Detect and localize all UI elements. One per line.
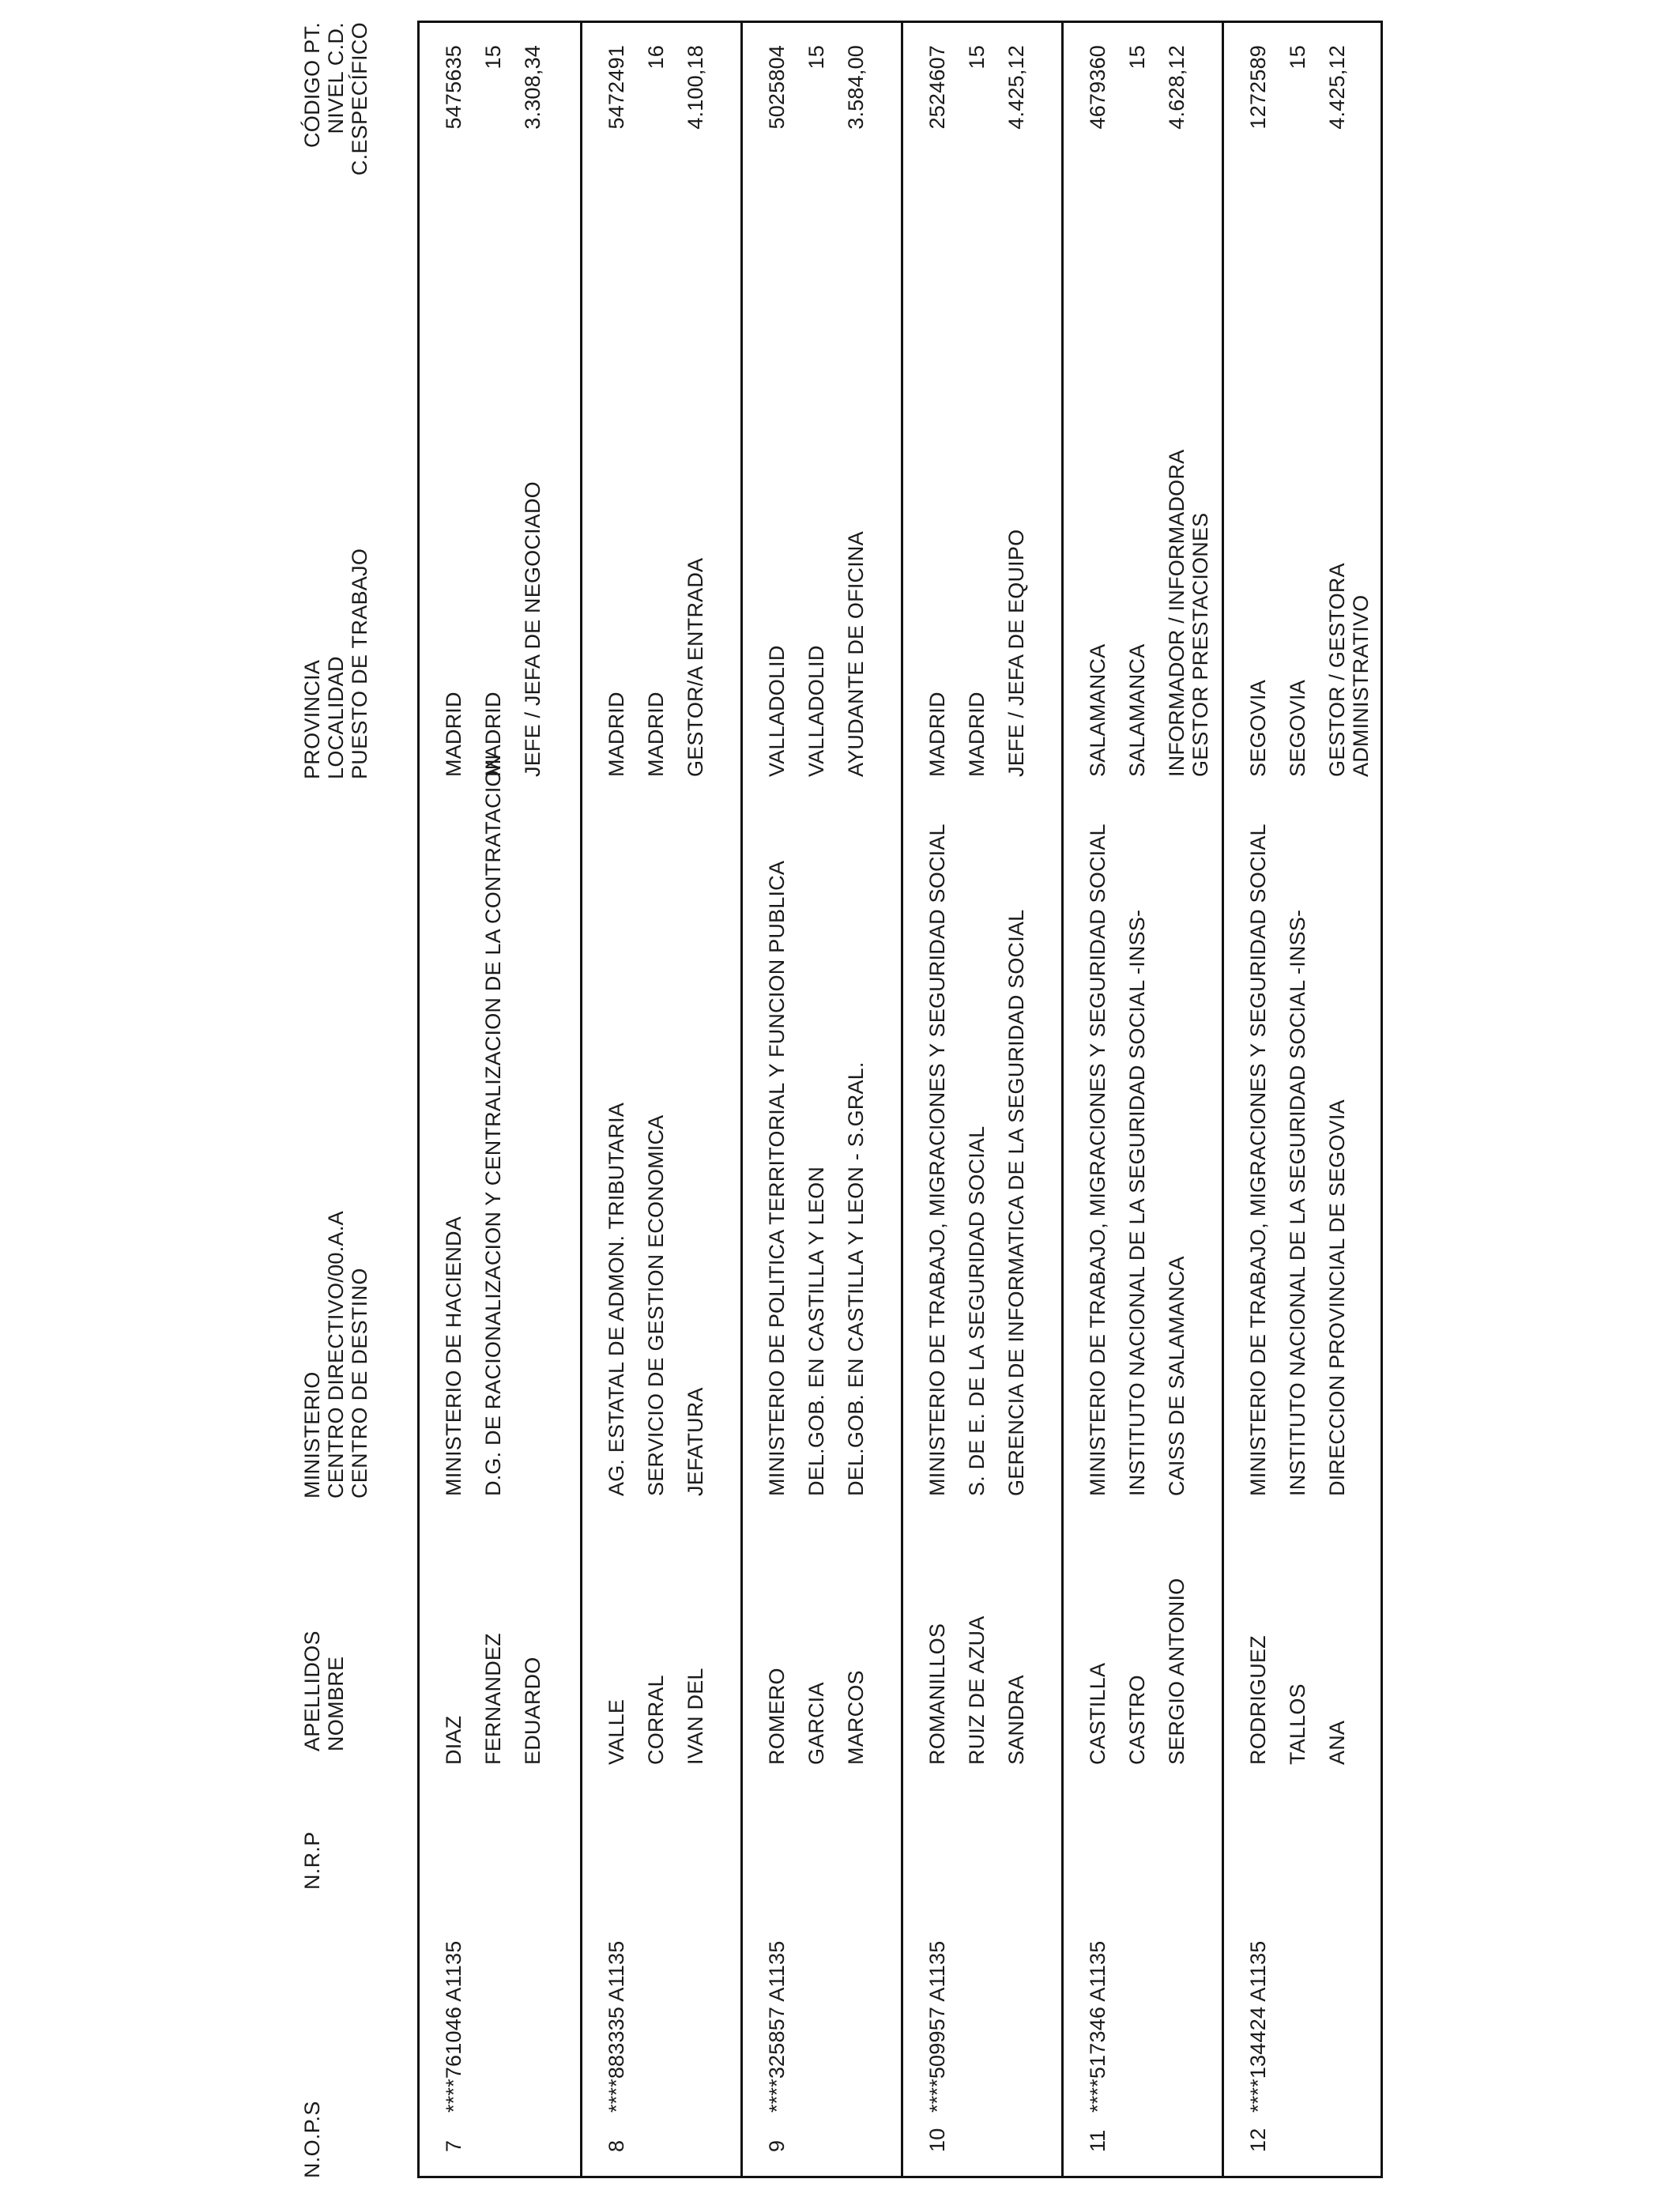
nivel-cell: 15 bbox=[1286, 45, 1309, 70]
header-nrp bbox=[300, 1831, 324, 1890]
header-nombre-line: NOMBRE bbox=[324, 1656, 348, 1751]
nombre-cell: ANA bbox=[1325, 1720, 1349, 1765]
apellido2-cell: RUIZ DE AZUA bbox=[965, 1615, 989, 1765]
ministerio-cell: MINISTERIO DE HACIENDA bbox=[442, 1216, 465, 1496]
provincia-cell: MADRID bbox=[605, 692, 628, 777]
nops-cell: 11 bbox=[1086, 2129, 1109, 2152]
centro-directivo-cell: INSTITUTO NACIONAL DE LA SEGURIDAD SOCIAL -INSS- bbox=[1125, 909, 1149, 1496]
centro-destino-cell: JEFATURA bbox=[684, 1387, 707, 1496]
nops-cell: 9 bbox=[765, 2139, 789, 2152]
table-row bbox=[901, 23, 1061, 2176]
ministerio-cell: MINISTERIO DE TRABAJO, MIGRACIONES Y SEGURIDAD SOCIAL bbox=[925, 824, 949, 1496]
codigo-cell: 1272589 bbox=[1246, 45, 1270, 130]
header-centro-directivo-line: CENTRO DIRECTIVO/00.A.A bbox=[324, 1211, 348, 1498]
centro-directivo-cell: SERVICIO DE GESTION ECONOMICA bbox=[644, 1114, 668, 1496]
header-apellidos bbox=[300, 1630, 348, 1751]
puesto-cell: INFORMADOR / INFORMADORA bbox=[1165, 449, 1188, 777]
nombre-cell: MARCOS bbox=[844, 1670, 868, 1765]
centro-destino-cell: DEL.GOB. EN CASTILLA Y LEON - S.GRAL. bbox=[844, 1061, 868, 1496]
nombre-cell: SANDRA bbox=[1004, 1675, 1028, 1765]
header-codigo bbox=[300, 22, 371, 175]
nivel-cell: 15 bbox=[804, 45, 828, 70]
header-nops bbox=[300, 2101, 324, 2178]
nivel-cell: 15 bbox=[481, 45, 505, 70]
codigo-cell: 5025804 bbox=[765, 45, 789, 130]
nops-cell: 12 bbox=[1246, 2128, 1270, 2152]
especifico-cell: 4.628,12 bbox=[1165, 45, 1188, 130]
localidad-cell: VALLADOLID bbox=[804, 645, 828, 777]
apellido1-cell: CASTILLA bbox=[1086, 1662, 1109, 1765]
centro-directivo-cell: DEL.GOB. EN CASTILLA Y LEON bbox=[804, 1166, 828, 1496]
header-nrp-label: N.R.P bbox=[300, 1831, 324, 1890]
nops-cell: 10 bbox=[925, 2128, 949, 2152]
puesto-cell: GESTOR/A ENTRADA bbox=[684, 557, 707, 777]
apellido2-cell: CASTRO bbox=[1125, 1675, 1149, 1765]
records-table bbox=[417, 21, 1383, 2178]
nombre-cell: SERGIO ANTONIO bbox=[1165, 1578, 1188, 1765]
puesto-cell-line2: GESTOR PRESTACIONES bbox=[1188, 512, 1212, 777]
localidad-cell: SALAMANCA bbox=[1125, 643, 1149, 777]
localidad-cell: MADRID bbox=[644, 692, 668, 777]
header-puesto-line: PUESTO DE TRABAJO bbox=[348, 548, 371, 779]
puesto-cell: AYUDANTE DE OFICINA bbox=[844, 531, 868, 777]
localidad-cell: MADRID bbox=[965, 692, 989, 777]
ministerio-cell: MINISTERIO DE TRABAJO, MIGRACIONES Y SEGURIDAD SOCIAL bbox=[1246, 824, 1270, 1496]
header-ministerio bbox=[300, 1211, 371, 1498]
apellido2-cell: TALLOS bbox=[1286, 1683, 1309, 1765]
nrp-cell: ****509957 A1135 bbox=[925, 1940, 949, 2113]
header-apellidos-line: APELLIDOS bbox=[300, 1630, 324, 1751]
puesto-cell: GESTOR / GESTORA bbox=[1325, 563, 1349, 777]
header-codigo-line: CÓDIGO PT. bbox=[300, 22, 324, 149]
table-row bbox=[1222, 23, 1381, 2176]
especifico-cell: 3.584,00 bbox=[844, 45, 868, 130]
ministerio-cell: MINISTERIO DE TRABAJO, MIGRACIONES Y SEGURIDAD SOCIAL bbox=[1086, 824, 1109, 1496]
centro-destino-cell: GERENCIA DE INFORMATICA DE LA SEGURIDAD SOCIAL bbox=[1004, 909, 1028, 1496]
nrp-cell: ****883335 A1135 bbox=[605, 1940, 628, 2113]
centro-destino-cell: CAISS DE SALAMANCA bbox=[1165, 1256, 1188, 1496]
nrp-cell: ****761046 A1135 bbox=[442, 1940, 465, 2113]
especifico-cell: 4.425,12 bbox=[1325, 45, 1349, 130]
table-row bbox=[1061, 23, 1222, 2176]
provincia-cell: MADRID bbox=[442, 692, 465, 777]
nrp-cell: ****325857 A1135 bbox=[765, 1940, 789, 2113]
header-nops-label: N.O.P.S bbox=[300, 2101, 324, 2178]
nrp-cell: ****134424 A1135 bbox=[1246, 1940, 1270, 2113]
nops-cell: 8 bbox=[605, 2139, 628, 2152]
puesto-cell: JEFE / JEFA DE NEGOCIADO bbox=[521, 481, 544, 777]
puesto-cell: JEFE / JEFA DE EQUIPO bbox=[1004, 529, 1028, 777]
nivel-cell: 15 bbox=[1125, 45, 1149, 70]
centro-directivo-cell: S. DE E. DE LA SEGURIDAD SOCIAL bbox=[965, 1125, 989, 1496]
ministerio-cell: AG. ESTATAL DE ADMON. TRIBUTARIA bbox=[605, 1103, 628, 1496]
provincia-cell: SALAMANCA bbox=[1086, 643, 1109, 777]
header-localidad-line: LOCALIDAD bbox=[324, 656, 348, 779]
header-centro-destino-line: CENTRO DE DESTINO bbox=[348, 1268, 371, 1498]
provincia-cell: SEGOVIA bbox=[1246, 680, 1270, 777]
codigo-cell: 2524607 bbox=[925, 45, 949, 130]
apellido2-cell: CORRAL bbox=[644, 1675, 668, 1765]
header-provincia-line: PROVINCIA bbox=[300, 659, 324, 779]
codigo-cell: 5472491 bbox=[605, 45, 628, 130]
table-row bbox=[740, 23, 901, 2176]
centro-destino-cell: DIRECCION PROVINCIAL DE SEGOVIA bbox=[1325, 1099, 1349, 1496]
nivel-cell: 15 bbox=[965, 45, 989, 70]
especifico-cell: 4.100,18 bbox=[684, 45, 707, 130]
codigo-cell: 4679360 bbox=[1086, 45, 1109, 130]
apellido1-cell: RODRIGUEZ bbox=[1246, 1635, 1270, 1765]
header-ministerio-line: MINISTERIO bbox=[300, 1371, 324, 1498]
nombre-cell: IVAN DEL bbox=[684, 1668, 707, 1765]
table-row bbox=[580, 23, 740, 2176]
header-especifico-line: C.ESPECÍFICO bbox=[348, 22, 371, 176]
table-row bbox=[420, 23, 580, 2176]
codigo-cell: 5475635 bbox=[442, 45, 465, 130]
especifico-cell: 3.308,34 bbox=[521, 45, 544, 130]
ministerio-cell: MINISTERIO DE POLITICA TERRITORIAL Y FUNCION PUBLICA bbox=[765, 860, 789, 1496]
apellido2-cell: FERNANDEZ bbox=[481, 1633, 505, 1765]
nops-cell: 7 bbox=[442, 2139, 465, 2152]
nrp-cell: ****517346 A1135 bbox=[1086, 1940, 1109, 2113]
centro-directivo-cell: D.G. DE RACIONALIZACION Y CENTRALIZACION DE LA CONTRATACION bbox=[481, 754, 505, 1496]
header-provincia bbox=[300, 548, 371, 779]
puesto-cell-line2: ADMINISTRATIVO bbox=[1349, 594, 1373, 777]
apellido1-cell: DIAZ bbox=[442, 1715, 465, 1765]
especifico-cell: 4.425,12 bbox=[1004, 45, 1028, 130]
localidad-cell: SEGOVIA bbox=[1286, 680, 1309, 777]
nivel-cell: 16 bbox=[644, 45, 668, 70]
provincia-cell: MADRID bbox=[925, 692, 949, 777]
apellido2-cell: GARCIA bbox=[804, 1682, 828, 1765]
nombre-cell: EDUARDO bbox=[521, 1657, 544, 1765]
apellido1-cell: VALLE bbox=[605, 1698, 628, 1765]
header-nivel-line: NIVEL C.D. bbox=[324, 22, 348, 134]
localidad-cell: MADRID bbox=[481, 692, 505, 777]
centro-directivo-cell: INSTITUTO NACIONAL DE LA SEGURIDAD SOCIAL -INSS- bbox=[1286, 909, 1309, 1496]
apellido1-cell: ROMERO bbox=[765, 1668, 789, 1765]
apellido1-cell: ROMANILLOS bbox=[925, 1623, 949, 1765]
provincia-cell: VALLADOLID bbox=[765, 645, 789, 777]
